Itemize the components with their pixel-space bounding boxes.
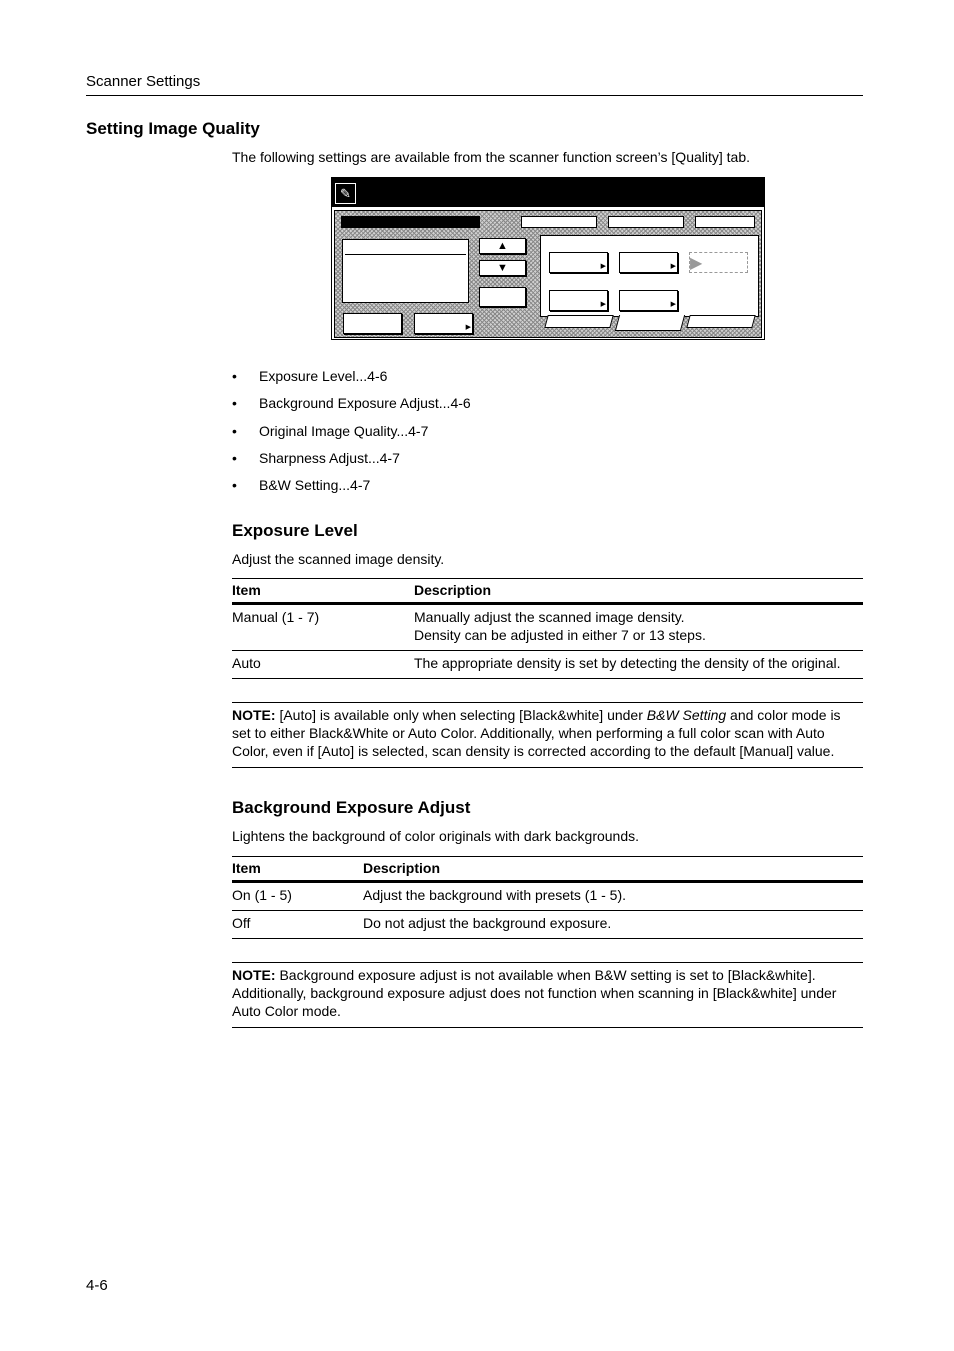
quality-tab-panel-illustration	[331, 177, 765, 340]
pencil-icon: ✎	[335, 183, 356, 204]
page-number: 4-6	[86, 1277, 108, 1294]
table-row	[232, 604, 863, 651]
exposure-level-intro: Adjust the scanned image density.	[232, 551, 445, 567]
bullet: •	[232, 395, 237, 412]
exposure-note: NOTE: [Auto] is available only when selecting [Black&white] under B&W Setting and color mode is set to either Black&White or Auto Color. Additionally, when performing a full color scan with Auto Color, even if [Auto] is selected, scan density is corrected according to the default [Manual] value.	[232, 702, 863, 768]
bottom-tab-3	[686, 315, 755, 328]
background-exposure-intro: Lightens the background of color originals with dark backgrounds.	[232, 828, 640, 844]
item-cell: On (1 - 5)	[232, 882, 363, 911]
header-rule	[86, 95, 863, 96]
tab-2	[521, 216, 597, 228]
exposure-level-title: Exposure Level	[232, 521, 358, 540]
column-header-item: Item	[232, 857, 363, 882]
bottom-tab-1	[544, 315, 613, 328]
option-button-4: ▶	[549, 290, 608, 311]
bullet: •	[232, 368, 237, 384]
background-exposure-note: NOTE: Background exposure adjust is not available when B&W setting is set to [Black&white]. Additionally, background exposure adjust does not function when scanning in [Black&white] under Auto Color mode.	[232, 962, 863, 1028]
option-button-5: ▶	[619, 290, 678, 311]
options-frame	[540, 235, 759, 317]
column-header-description: Description	[363, 857, 863, 882]
section-intro: The following settings are available from the scanner function screen’s [Quality] tab.	[232, 149, 751, 165]
list-item: • Exposure Level...4-6	[232, 368, 388, 384]
background-exposure-table	[232, 856, 863, 939]
description-cell: Manually adjust the scanned image density. Density can be adjusted in either 7 or 13 steps.	[414, 604, 863, 651]
item-cell: Auto	[232, 651, 414, 679]
description-cell: Adjust the background with presets (1 - 5).	[363, 882, 863, 911]
option-button-1: ▶	[549, 252, 608, 273]
note-label: NOTE:	[232, 967, 276, 983]
down-arrow-icon: ▼	[497, 262, 508, 274]
tab-3	[608, 216, 684, 228]
option-button-disabled: ▶	[689, 252, 748, 273]
background-exposure-title: Background Exposure Adjust	[232, 798, 471, 817]
selection-list	[342, 239, 469, 303]
table-row	[232, 651, 863, 679]
tab-active	[341, 216, 480, 228]
table-header-row	[232, 579, 863, 604]
item-cell: Manual (1 - 7)	[232, 604, 414, 651]
scroll-down-button	[479, 260, 526, 276]
bullet: •	[232, 422, 237, 439]
table-row	[232, 882, 863, 911]
exposure-level-table	[232, 578, 863, 679]
column-header-description: Description	[414, 579, 863, 604]
scroll-up-button	[479, 238, 526, 254]
list-item: • Sharpness Adjust...4-7	[232, 449, 400, 466]
note-label: NOTE:	[232, 707, 276, 723]
up-arrow-icon: ▲	[497, 240, 508, 252]
bullet: •	[232, 477, 237, 494]
list-item: • Original Image Quality...4-7	[232, 422, 429, 439]
settings-list	[232, 367, 471, 503]
panel-button	[479, 287, 526, 307]
bottom-button-1	[343, 313, 402, 334]
section-title: Setting Image Quality	[86, 119, 260, 138]
running-header: Scanner Settings	[86, 73, 201, 90]
item-cell: Off	[232, 911, 363, 939]
description-cell: Do not adjust the background exposure.	[363, 911, 863, 939]
panel-body	[334, 210, 762, 338]
bullet: •	[232, 449, 237, 466]
column-header-item: Item	[232, 579, 414, 604]
list-item: • B&W Setting...4-7	[232, 477, 371, 494]
list-item: • Background Exposure Adjust...4-6	[232, 395, 471, 412]
description-cell: The appropriate density is set by detecting the density of the original.	[414, 651, 863, 679]
bottom-button-2: ▶	[414, 313, 473, 334]
panel-title-bar	[332, 178, 764, 207]
list-divider	[345, 254, 466, 255]
bottom-tab-2	[615, 315, 685, 331]
table-header-row	[232, 857, 863, 882]
table-row	[232, 911, 863, 939]
option-button-2: ▶	[619, 252, 678, 273]
tab-4	[695, 216, 755, 228]
